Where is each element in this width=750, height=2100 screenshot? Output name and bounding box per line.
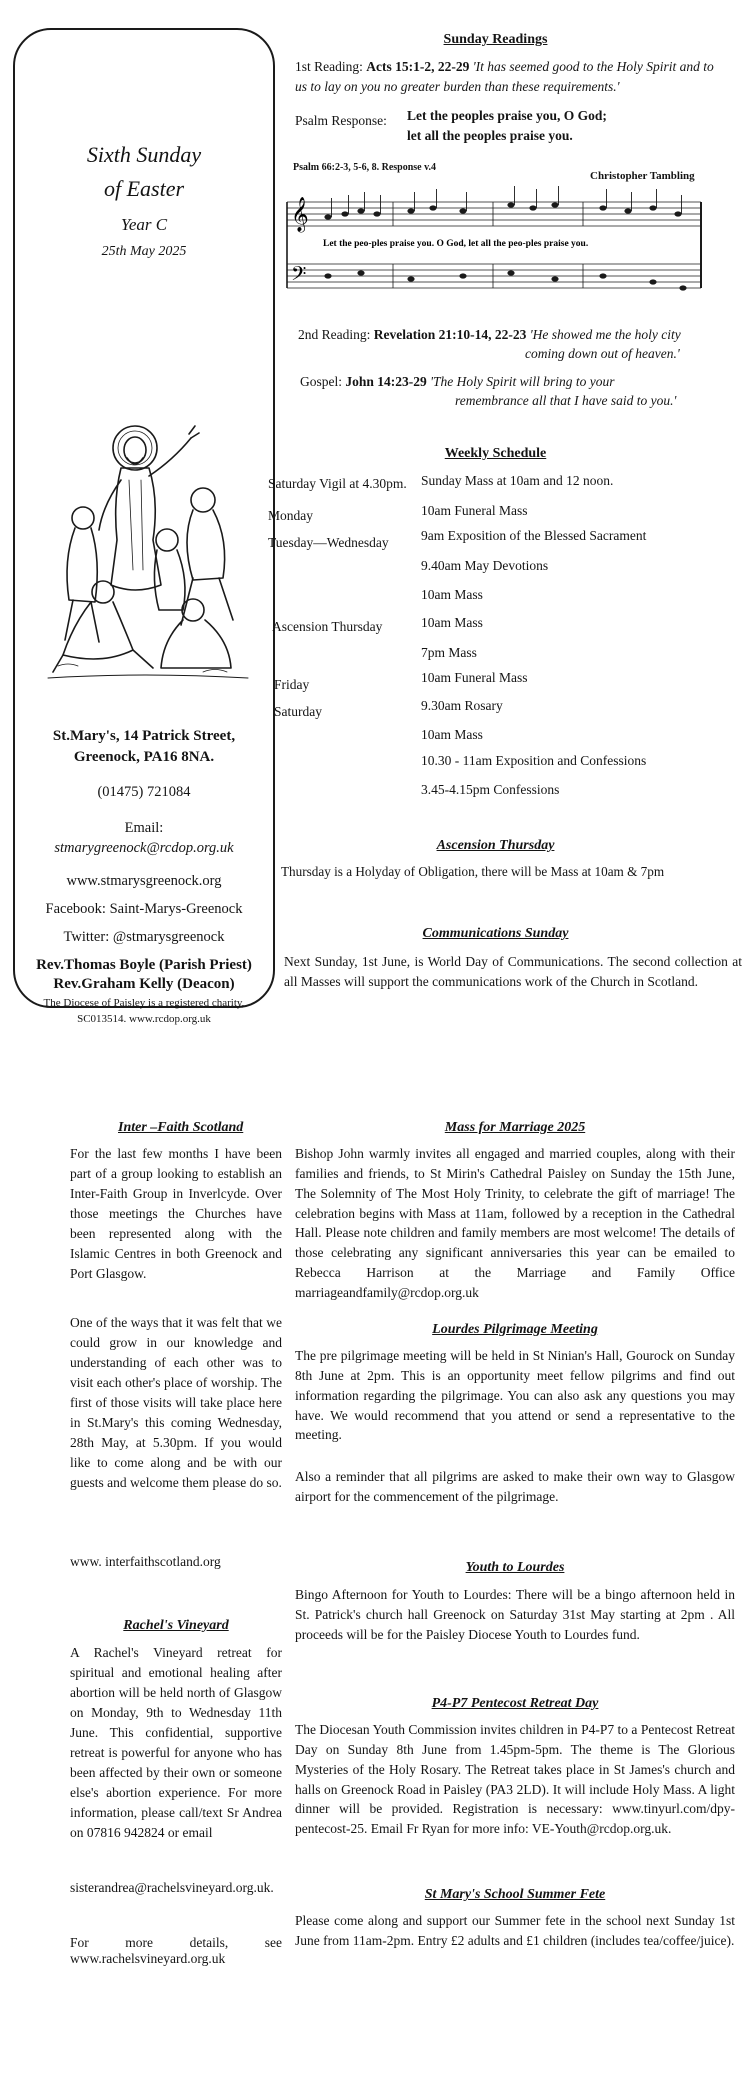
first-reading-label: 1st Reading: [295,59,367,74]
second-reading-label: 2nd Reading: [298,327,374,342]
rachels-vineyard-email[interactable]: sisterandrea@rachelsvineyard.org.uk. [70,1880,274,1895]
second-reading-ref: Revelation 21:10-14, 22-23 [373,327,527,342]
twitter-handle[interactable]: Twitter: @stmarysgreenock [63,929,225,945]
schedule-item: 10am Funeral Mass [421,503,528,518]
psalm-composer: Christopher Tambling [590,170,695,182]
church-address-line2: Greenock, PA16 8NA. [73,749,215,765]
schedule-item: 10am Mass [421,727,483,742]
weekly-schedule-heading: Weekly Schedule [444,446,547,461]
summer-fete-notice: Please come along and support our Summer fete in the school next Sunday 1st June from 11am-2pm. Entry £2 adults and £1 children (includes tea/coffee/juice). [295,1913,735,1948]
psalm-reference: Psalm 66:2-3, 5-6, 8. Response v.4 [293,162,437,173]
church-email-link[interactable]: stmarygreenock@rcdop.org.uk [54,840,234,856]
schedule-item: 10am Funeral Mass [421,670,528,685]
cover-title-line2: of Easter [103,176,185,201]
rachels-vineyard-heading: Rachel's Vineyard [123,1618,229,1633]
youth-to-lourdes-notice: Bingo Afternoon for Youth to Lourdes: There will be a bingo afternoon held in St. Patrick's church hall Greenock on Saturday 31st May starting at 2pm . All proceeds will be for the Paisley Diocese Youth to Lourdes fund. [295,1587,735,1642]
lourdes-meeting-paragraph-2: Also a reminder that all pilgrims are asked to make their own way to Glasgow airport for the commencement of the pilgrimage. [295,1469,735,1504]
psalm-response-line1: Let the peoples praise you, O God; [407,108,607,123]
interfaith-paragraph-2: One of the ways that it was felt that we could grow in our knowledge and understanding of each other was to visit each other's place of worship. The first of those visits will take place here in St.Mary's this coming Wednesday, 28th May, at 5.30pm. If you would like to come along and be with our guests and welcome them please do so. [70,1315,282,1490]
schedule-item: 9am Exposition of the Blessed Sacrament [421,528,647,543]
church-website-link[interactable]: www.stmarysgreenock.org [66,873,222,889]
church-address-line1: St.Mary's, 14 Patrick Street, [52,728,236,744]
psalm-response-line2: let all the peoples praise you. [407,128,573,143]
second-reading [298,325,681,345]
liturgical-year: Year C [120,215,168,234]
communications-heading: Communications Sunday [422,926,569,941]
email-label: Email: [124,820,164,836]
schedule-item: 10am Mass [421,615,483,630]
lourdes-meeting-heading: Lourdes Pilgrimage Meeting [432,1322,598,1337]
ascension-notice: Thursday is a Holyday of Obligation, there will be Mass at 10am & 7pm [281,864,665,879]
schedule-day-friday: Friday [274,677,310,692]
schedule-day-monday: Monday [268,508,313,523]
schedule-item: Sunday Mass at 10am and 12 noon. [421,473,614,488]
svg-text:𝄞: 𝄞 [291,197,309,232]
psalm-response-label: Psalm Response: [295,113,387,128]
youth-to-lourdes-heading: Youth to Lourdes [465,1560,565,1575]
gospel-label: Gospel: [300,374,346,389]
schedule-item: 9.30am Rosary [421,698,503,713]
second-reading-quote-2: coming down out of heaven.' [525,346,680,361]
ascension-heading: Ascension Thursday [436,838,555,853]
gospel-quote-1: 'The Holy Spirit will bring to your [430,374,615,389]
schedule-item: 9.40am May Devotions [421,558,549,573]
pentecost-retreat-notice: The Diocesan Youth Commission invites children in P4-P7 to a Pentecost Retreat Day on Sunday 8th June from 1.45pm-5pm. The theme is The Glorious Mysteries of the Holy Rosary. The Retreat takes place in St James's church and halls on Greenock Road in Paisley (PA3 2LD). It will include Holy Mass. A light dinner will be provided. Registration is necessary: www.tinyurl.com/dpy-pentecost-25. Email Fr Ryan for more info: VE-Youth@rcdop.org.uk. [295,1722,735,1837]
gospel-reading [300,372,615,392]
lourdes-meeting-paragraph-1: The pre pilgrimage meeting will be held in St Ninian's Hall, Gourock on Sunday 8th June at 2pm. This is an opportunity meet fellow pilgrims and find out information regarding the pilgrimage. You can also ask any questions you may have. We would recommend that you attend or send a representative to the meeting. [295,1348,735,1443]
interfaith-heading: Inter –Faith Scotland [118,1120,244,1135]
schedule-day-ascension: Ascension Thursday [272,619,383,634]
interfaith-paragraph-1: For the last few months I have been part of a group looking to establish an Inter-Faith Group in Inverlcyde. Over those meetings the Churches have been represented along with the Islamic Centres in both Greenock and Port Glasgow. [70,1146,282,1281]
first-reading-quote: 'It has seemed good to the Holy Spirit and to us to lay on you no greater burden than these requirements.' [295,59,714,95]
communications-notice: Next Sunday, 1st June, is World Day of Communications. The second collection at all Masses will support the communications work of the Church in Scotland. [284,954,742,990]
mass-for-marriage-notice: Bishop John warmly invites all engaged and married couples, along with their families and friends, to St Mirin's Cathedral Paisley on Sunday the 15th June, The Solemnity of The Most Holy Trinity, to celebrate the gift of marriage! The celebration begins with Mass at 11am, followed by a reception in the Cathedral Hall. Please note children and family members are most welcome! The details of those celebrating any significant anniversaries this year can be emailed to Rebecca Harrison at the Marriage and Family Office marriageandfamily@rcdop.org.uk [295,1146,735,1300]
schedule-item: 10.30 - 11am Exposition and Confessions [421,753,647,768]
interfaith-website-link[interactable]: www. interfaithscotland.org [70,1554,221,1569]
rachels-vineyard-more-details[interactable]: For more details, see www.rachelsvineyard.org.uk [70,1935,282,1967]
schedule-day-saturday-vigil: Saturday Vigil at 4.30pm. [268,476,407,491]
second-reading-quote-1: 'He showed me the holy city [529,327,681,342]
schedule-day-tue-wed: Tuesday—Wednesday [268,535,389,550]
cover-title-line1: Sixth Sunday [86,142,202,167]
psalm-music-score [283,180,708,310]
pentecost-retreat-heading: P4-P7 Pentecost Retreat Day [431,1696,599,1711]
bulletin-cover-panel [13,28,275,1025]
schedule-item: 7pm Mass [421,645,477,660]
rachels-vineyard-paragraph: A Rachel's Vineyard retreat for spiritual and emotional healing after abortion will be held north of Glasgow on Monday, 9th to Wednesday 11th June. This confidential, supportive retreat is powerful for anyone who has been affected by their own or someone else's abortion experience. For more information, please call/text Sr Andrea on 07816 942824 or email [70,1645,282,1840]
cover-date: 25th May 2025 [101,244,187,259]
first-reading [295,57,715,98]
deacon: Rev.Graham Kelly (Deacon) [53,976,235,992]
sunday-readings-heading: Sunday Readings [443,32,548,47]
gospel-ref: John 14:23-29 [345,374,427,389]
summer-fete-heading: St Mary's School Summer Fete [424,1887,606,1902]
facebook-handle[interactable]: Facebook: Saint-Marys-Greenock [45,901,243,917]
svg-text:𝄢: 𝄢 [291,262,307,290]
parish-priest: Rev.Thomas Boyle (Parish Priest) [36,957,252,973]
schedule-item: 3.45-4.15pm Confessions [421,782,560,797]
psalm-lyrics: Let the peo-ples praise you. O God, let all the peo-ples praise you. [323,239,589,249]
schedule-item: 10am Mass [421,587,483,602]
church-phone: (01475) 721084 [97,784,191,800]
first-reading-ref: Acts 15:1-2, 22-29 [366,59,470,74]
schedule-day-saturday: Saturday [274,704,322,719]
charity-notice: The Diocese of Paisley is a registered charity, SC013514. www.rcdop.org.uk [43,997,245,1025]
mass-for-marriage-heading: Mass for Marriage 2025 [444,1120,586,1135]
gospel-quote-2: remembrance all that I have said to you.' [455,393,677,408]
jesus-with-children-illustration [43,410,253,685]
